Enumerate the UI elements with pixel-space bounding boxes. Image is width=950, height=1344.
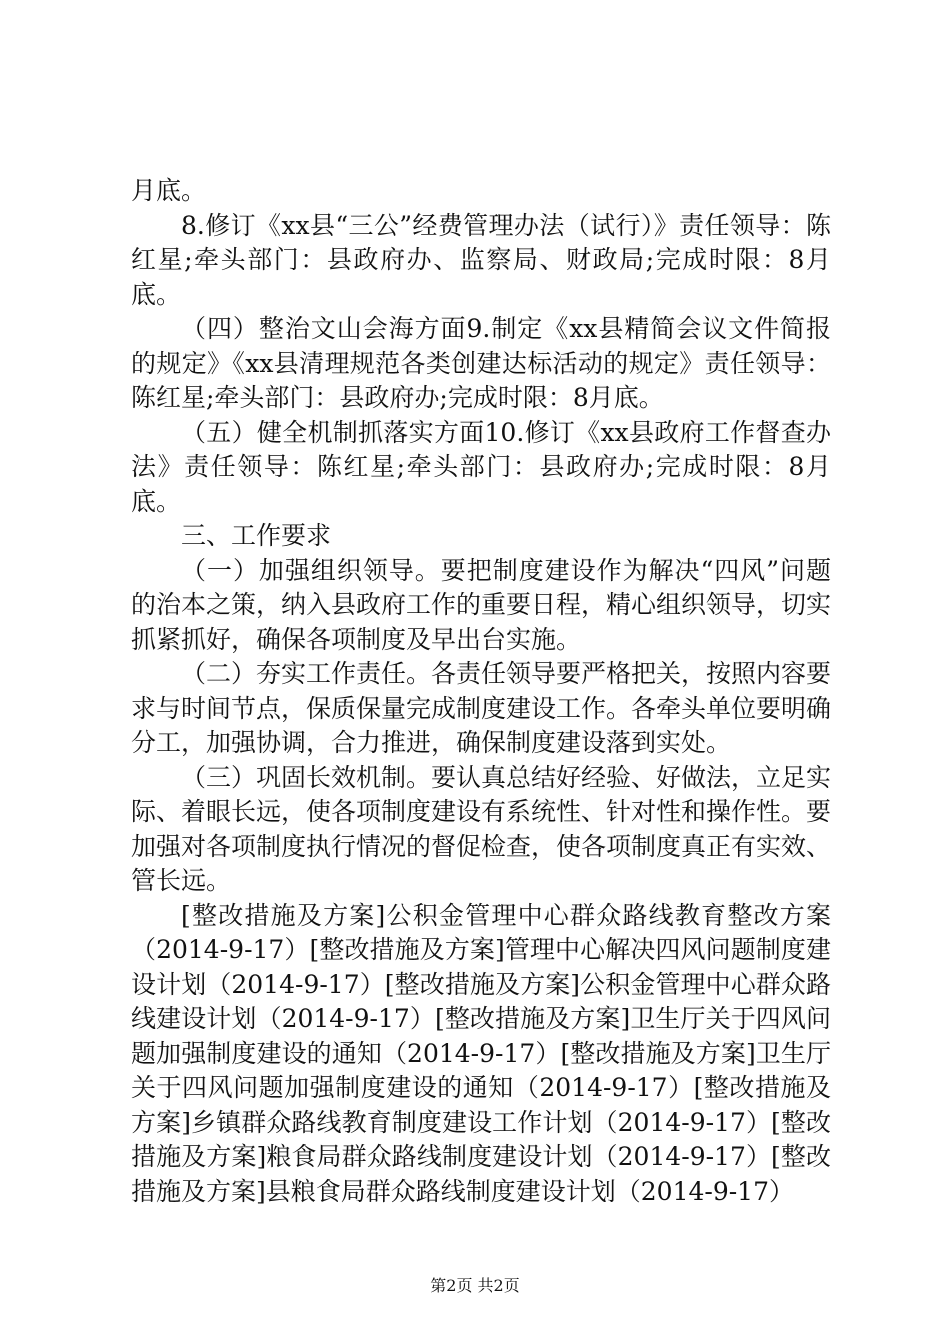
paragraph-requirement-1: （一）加强组织领导。要把制度建设作为解决“四风”问题的治本之策，纳入县政府工作的重要日程，精心组织领导，切实抓紧抓好，确保各项制度及早出台实施。 — [131, 555, 832, 654]
paragraph-section-5: （五）健全机制抓落实方面10.修订《xx县政府工作督查办法》责任领导：陈红星;牵头部门：县政府办;完成时限：8月底。 — [131, 417, 831, 516]
document-body — [131, 174, 831, 1209]
paragraph-section-4: （四）整治文山会海方面9.制定《xx县精简会议文件简报的规定》《xx县清理规范各类创建达标活动的规定》责任领导：陈红星;牵头部门：县政府办;完成时限：8月底。 — [131, 314, 831, 412]
page-footer: 第2页 共2页 — [430, 1276, 520, 1295]
paragraph-requirement-3: （三）巩固长效机制。要认真总结好经验、好做法，立足实际、着眼长远，使各项制度建设有系统性、针对性和操作性。要加强对各项制度执行情况的督促检查，使各项制度真正有实效、管长远。 — [131, 762, 832, 895]
paragraph-requirement-2: （二）夯实工作责任。各责任领导要严格把关，按照内容要求与时间节点，保质保量完成制度建设工作。各牵头单位要明确分工，加强协调，合力推进，确保制度建设落到实处。 — [131, 659, 832, 757]
section-heading-requirements: 三、工作要求 — [181, 521, 332, 550]
paragraph-item-8: 8.修订《xx县“三公”经费管理办法（试行）》责任领导：陈红星;牵头部门：县政府办、监察局、财政局;完成时限：8月底。 — [131, 210, 831, 309]
paragraph-continuation: 月底。 — [131, 176, 207, 205]
paragraph-related-links: [整改措施及方案]公积金管理中心群众路线教育整改方案（2014-9-17）[整改措施及方案]管理中心解决四风问题制度建设计划（2014-9-17）[整改措施及方案]公积金管理中心群众路线建设计划（2014-9-17）[整改措施及方案]卫生厅关于四风问题加强制度建设的通知（2014-9-17）[整改措施及方案]卫生厅关于四风问题加强制度建设的通知（2014-9-17）[整改措施及方案]乡镇群众路线教育制度建设工作计划（2014-9-17）[整改措施及方案]粮食局群众路线制度建设计划（2014-9-17）[整改措施及方案]县粮食局群众路线制度建设计划（2014-9-17） — [131, 900, 831, 1206]
